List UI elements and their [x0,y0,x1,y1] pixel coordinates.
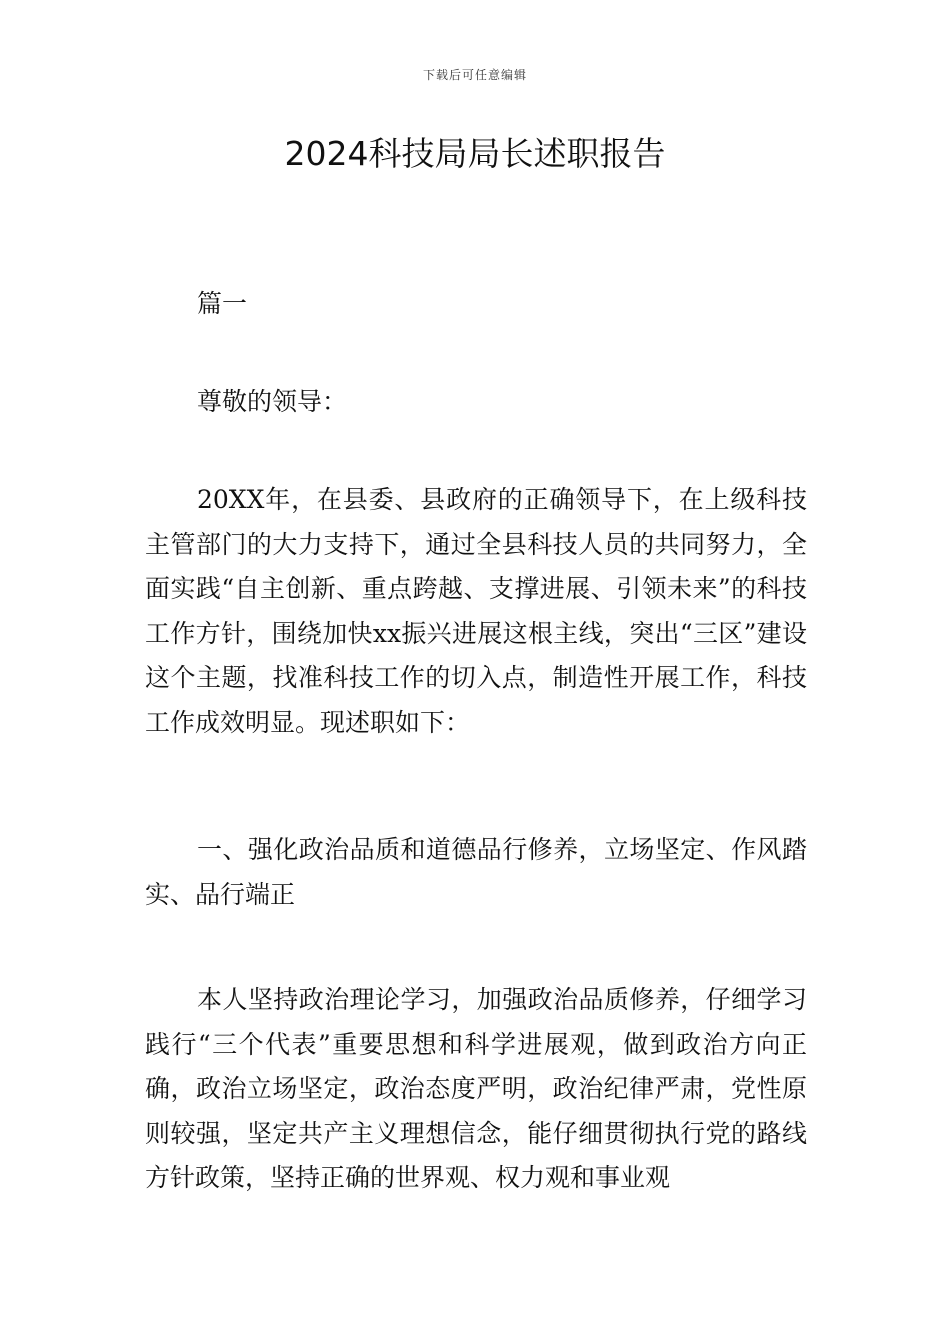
document-title: 2024科技局局长述职报告 [284,134,666,173]
section-label: 篇一 [197,289,248,318]
body-paragraph: 本人坚持政治理论学习，加强政治品质修养，仔细学习践行“三个代表”重要思想和科学进展观，做到政治方向正确，政治立场坚定，政治态度严明，政治纪律严肃，党性原则较强，坚定共产主义理想信念，能仔细贯彻执行党的路线方针政策，坚持正确的世界观、权力观和事业观 [145,985,807,1192]
header-note: 下载后可任意编辑 [422,68,527,82]
intro-paragraph: 20XX年，在县委、县政府的正确领导下，在上级科技主管部门的大力支持下，通过全县科技人员的共同努力，全面实践“自主创新、重点跨越、支撑进展、引领未来”的科技工作方针，围绕加快xx振兴进展这根主线，突出“三区”建设这个主题，找准科技工作的切入点，制造性开展工作，科技工作成效明显。现述职如下： [145,485,807,737]
salutation: 尊敬的领导： [197,387,348,416]
section-heading: 一、强化政治品质和道德品行修养，立场坚定、作风踏实、品行端正 [145,835,807,909]
